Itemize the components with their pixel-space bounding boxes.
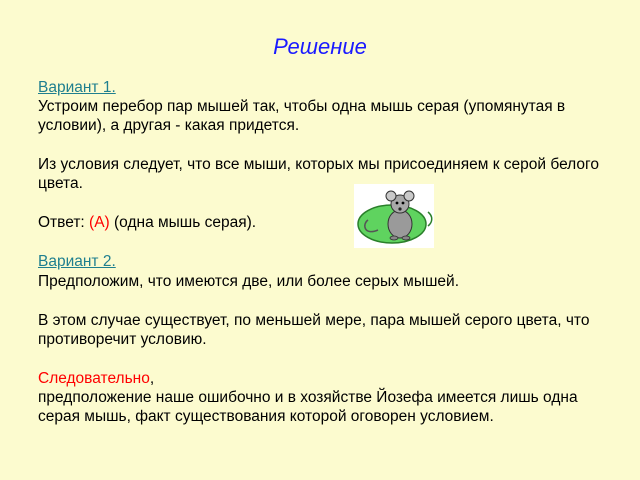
variant1-paragraph1: Устроим перебор пар мышей так, чтобы одна мышь серая (упомянутая в условии), а другая - какая придется. bbox=[38, 98, 566, 134]
variant1-answer bbox=[38, 213, 608, 232]
conclusion-comma: , bbox=[149, 370, 155, 387]
answer-value: (А) bbox=[89, 214, 110, 231]
answer-label: Ответ: bbox=[38, 214, 90, 231]
variant1-heading-block bbox=[38, 78, 608, 97]
slide-title: Решение bbox=[273, 34, 367, 59]
variant2-paragraph1: Предположим, что имеются две, или более серых мышей. bbox=[38, 273, 459, 290]
variant2-heading-block bbox=[38, 252, 608, 271]
variant1-paragraph2: Из условия следует, что все мыши, которых мы присоединяем к серой белого цвета. bbox=[38, 156, 599, 192]
variant2-paragraph2: В этом случае существует, по меньшей мере, пара мышей серого цвета, что противоречит условию. bbox=[38, 312, 590, 348]
variant2-conclusion-text: предположение наше ошибочно и в хозяйстве Йозефа имеется лишь одна серая мышь, факт существования которой оговорен условием. bbox=[38, 389, 578, 425]
answer-text: (одна мышь серая). bbox=[109, 214, 257, 231]
mouse-icon bbox=[354, 184, 434, 248]
variant1-heading-link[interactable]: Вариант 1. bbox=[38, 79, 116, 96]
conclusion-word: Следовательно bbox=[38, 370, 150, 387]
variant2-heading-link[interactable]: Вариант 2. bbox=[38, 253, 116, 270]
variant2-conclusion-line bbox=[38, 369, 608, 388]
